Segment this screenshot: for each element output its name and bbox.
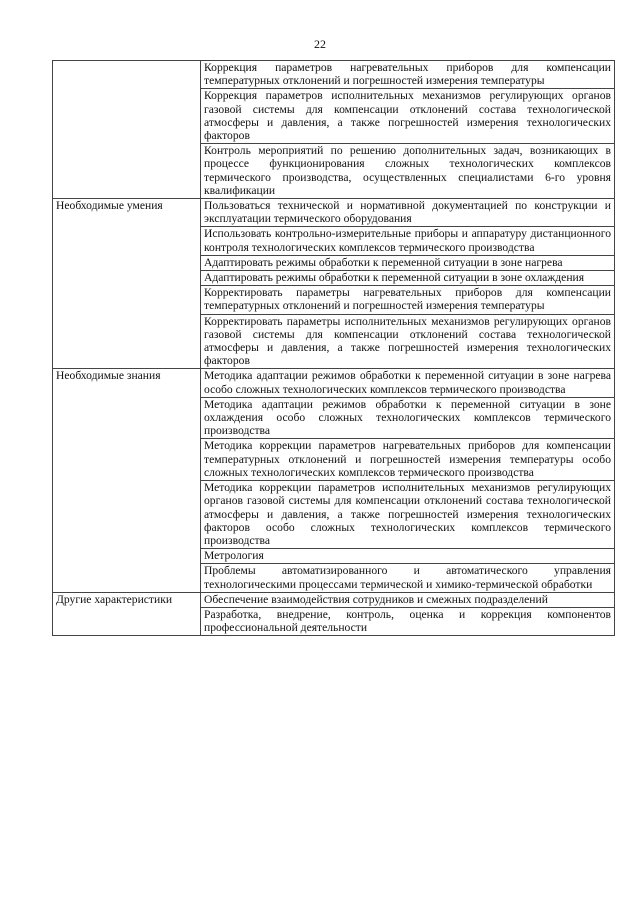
- section-label: [53, 61, 201, 89]
- section-label-continued: [53, 397, 201, 439]
- section-item: Проблемы автоматизированного и автоматического управления технологическими процессами термической и химико-термической обработки: [201, 564, 615, 592]
- section-item: Использовать контрольно-измерительные приборы и аппаратуру дистанционного контроля технологических комплексов термического производства: [201, 227, 615, 255]
- table-row: [53, 549, 615, 564]
- qualification-table-body: [53, 61, 615, 636]
- table-row: [53, 271, 615, 286]
- table-row: [53, 564, 615, 592]
- table-row: [53, 255, 615, 270]
- table-row: [53, 61, 615, 89]
- table-row: [53, 286, 615, 314]
- section-label-continued: [53, 144, 201, 199]
- section-label: Другие характеристики: [53, 592, 201, 607]
- table-row: [53, 481, 615, 549]
- qualification-table: [52, 60, 615, 636]
- section-label: Необходимые умения: [53, 199, 201, 227]
- table-row: [53, 199, 615, 227]
- table-row: [53, 439, 615, 481]
- section-item: Методика адаптации режимов обработки к переменной ситуации в зоне охлаждения особо сложных технологических комплексов термического производства: [201, 397, 615, 439]
- section-item: Коррекция параметров исполнительных механизмов регулирующих органов газовой системы для компенсации отклонений состава технологической атмосферы и давления, а также погрешностей измерения технологических факторов: [201, 89, 615, 144]
- section-item: Разработка, внедрение, контроль, оценка и коррекция компонентов профессиональной деятельности: [201, 607, 615, 635]
- section-label-continued: [53, 286, 201, 314]
- table-row: [53, 314, 615, 369]
- section-item: Коррекция параметров нагревательных приборов для компенсации температурных отклонений и погрешностей измерения температуры: [201, 61, 615, 89]
- section-label-continued: [53, 607, 201, 635]
- section-label-continued: [53, 89, 201, 144]
- section-label-continued: [53, 314, 201, 369]
- section-item: Адаптировать режимы обработки к переменной ситуации в зоне охлаждения: [201, 271, 615, 286]
- section-item: Контроль мероприятий по решению дополнительных задач, возникающих в процессе функционирования сложных технологических комплексов термического производства, осуществленных специалистами 6-го уровня квалификации: [201, 144, 615, 199]
- table-row: [53, 89, 615, 144]
- section-label-continued: [53, 439, 201, 481]
- section-item: Адаптировать режимы обработки к переменной ситуации в зоне нагрева: [201, 255, 615, 270]
- table-row: [53, 369, 615, 397]
- section-item: Корректировать параметры нагревательных приборов для компенсации температурных отклонений и погрешностей измерения температуры: [201, 286, 615, 314]
- table-row: [53, 397, 615, 439]
- section-item: Обеспечение взаимодействия сотрудников и смежных подразделений: [201, 592, 615, 607]
- section-item: Методика коррекции параметров нагревательных приборов для компенсации температурных отклонений и погрешностей измерения температуры особо сложных технологических комплексов термического производства: [201, 439, 615, 481]
- page-number: 22: [314, 37, 326, 51]
- section-label: Необходимые знания: [53, 369, 201, 397]
- section-item: Пользоваться технической и нормативной документацией по конструкции и эксплуатации термического оборудования: [201, 199, 615, 227]
- section-label-continued: [53, 255, 201, 270]
- section-label-continued: [53, 271, 201, 286]
- section-label-continued: [53, 227, 201, 255]
- section-label-continued: [53, 481, 201, 549]
- section-item: Корректировать параметры исполнительных механизмов регулирующих органов газовой системы для компенсации отклонений состава технологической атмосферы и давления, а также погрешностей измерения технологических факторов: [201, 314, 615, 369]
- section-item: Метрология: [201, 549, 615, 564]
- table-row: [53, 144, 615, 199]
- table-row: [53, 607, 615, 635]
- section-item: Методика адаптации режимов обработки к переменной ситуации в зоне нагрева особо сложных технологических комплексов термического производства: [201, 369, 615, 397]
- section-label-continued: [53, 549, 201, 564]
- section-label-continued: [53, 564, 201, 592]
- section-item: Методика коррекции параметров исполнительных механизмов регулирующих органов газовой системы для компенсации отклонений состава технологической атмосферы и давления, а также погрешностей измерения технологических факторов особо сложных технологических комплексов термического производства: [201, 481, 615, 549]
- table-row: [53, 227, 615, 255]
- table-row: [53, 592, 615, 607]
